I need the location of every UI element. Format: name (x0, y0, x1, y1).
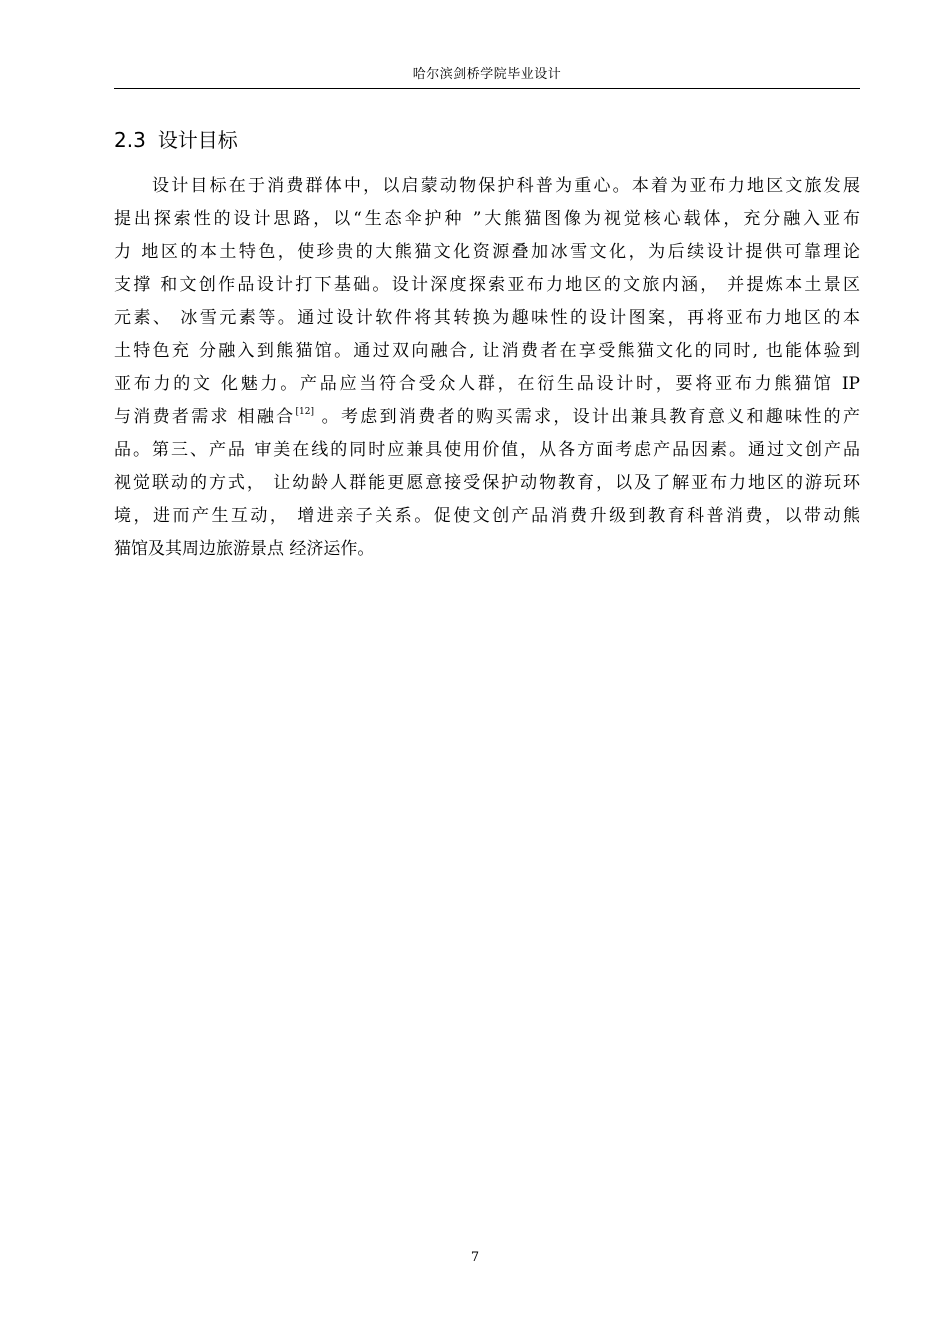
paragraph-line: 境，进而产生互动， 增进亲子关系。促使文创产品消费升级到教育科普消费，以带动熊 (114, 506, 860, 526)
paragraph-line: 支撑 和文创作品设计打下基础。设计深度探索亚布力地区的文旅内涵， 并提炼本土景区 (114, 275, 860, 295)
paragraph-line: 视觉联动的方式， 让幼龄人群能更愿意接受保护动物教育，以及了解亚布力地区的游玩环 (114, 473, 860, 493)
page-header: 哈尔滨剑桥学院毕业设计 (412, 67, 562, 82)
paragraph-line: 力 地区的本土特色，使珍贵的大熊猫文化资源叠加冰雪文化，为后续设计提供可靠理论 (114, 242, 860, 262)
header-divider (114, 88, 860, 89)
paragraph-line: 提出探索性的设计思路，以“生态伞护种 ”大熊猫图像为视觉核心载体，充分融入亚布 (114, 209, 860, 229)
paragraph-line (114, 401, 860, 434)
paragraph-line: 品。第三、产品 审美在线的同时应兼具使用价值，从各方面考虑产品因素。通过文创产品 (114, 440, 860, 460)
paragraph-line: 元素、 冰雪元素等。通过设计软件将其转换为趣味性的设计图案，再将亚布力地区的本 (114, 308, 860, 328)
paragraph-line: 亚布力的文 化魅力。产品应当符合受众人群，在衍生品设计时，要将亚布力熊猫馆 IP (114, 374, 860, 394)
paragraph-line: 猫馆及其周边旅游景点 经济运作。 (114, 539, 375, 559)
citation-reference: [12] (295, 407, 314, 417)
paragraph-line: 设计目标在于消费群体中，以启蒙动物保护科普为重心。本着为亚布力地区文旅发展 (152, 176, 860, 196)
section-number: 2.3 (114, 128, 146, 152)
paragraph-line: 土特色充 分融入到熊猫馆。通过双向融合, 让消费者在享受熊猫文化的同时, 也能体验到 (114, 341, 860, 361)
page-number: 7 (470, 1250, 480, 1265)
paragraph-text: 与消费者需求 相融合 (114, 407, 296, 427)
body-paragraph (114, 170, 860, 566)
section-heading (114, 126, 238, 154)
section-title: 设计目标 (157, 128, 238, 152)
paragraph-text: 。考虑到消费者的购买需求，设计出兼具教育意义和趣味性的产 (313, 407, 860, 427)
